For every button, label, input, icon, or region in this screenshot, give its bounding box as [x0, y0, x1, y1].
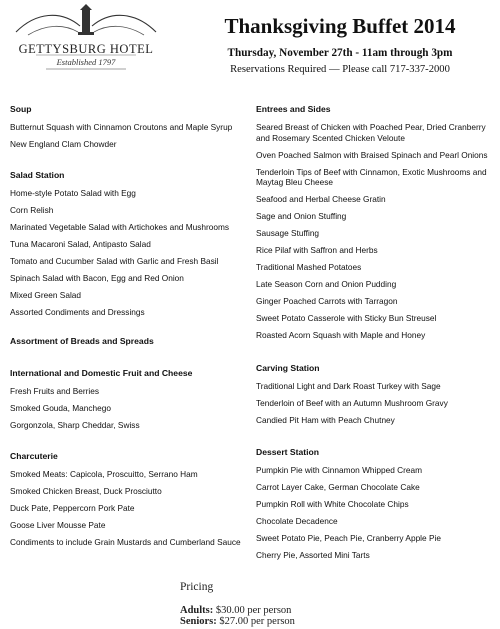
- menu-item: Tenderloin Tips of Beef with Cinnamon, Exotic Mushrooms and Maytag Bleu Cheese: [256, 166, 487, 187]
- pricing-block: [180, 580, 295, 627]
- menu-item: Fresh Fruits and Berries: [10, 386, 99, 396]
- menu-item: Traditional Mashed Potatoes: [256, 262, 362, 272]
- menu-item: Tenderloin of Beef with an Autumn Mushroom Gravy: [256, 397, 448, 408]
- event-date: Thursday, November 27th - 11am through 3pm: [227, 47, 453, 59]
- section-title: Assortment of Breads and Spreads: [10, 336, 154, 346]
- menu-item: Seafood and Herbal Cheese Gratin: [256, 194, 386, 204]
- menu-column-left: [10, 104, 250, 547]
- menu-item: Sage and Onion Stuffing: [256, 211, 347, 221]
- menu-section: [10, 104, 250, 150]
- section-title: Soup: [10, 104, 32, 114]
- menu-section: [10, 368, 250, 431]
- seniors-label: Seniors:: [180, 616, 217, 627]
- section-title: International and Domestic Fruit and Cheese: [10, 368, 193, 378]
- menu-item: Pumpkin Pie with Cinnamon Whipped Cream: [256, 465, 423, 475]
- seniors-price: $27.00 per person: [219, 616, 295, 627]
- menu-item: Pumpkin Roll with White Chocolate Chips: [256, 499, 409, 509]
- menu-section: [10, 451, 250, 548]
- menu-item: Spinach Salad with Bacon, Egg and Red Onion: [10, 272, 184, 283]
- menu-section: [10, 336, 250, 347]
- menu-item: Ginger Poached Carrots with Tarragon: [256, 296, 398, 306]
- menu-item: Late Season Corn and Onion Pudding: [256, 279, 397, 289]
- menu-item: Sweet Potato Pie, Peach Pie, Cranberry Apple Pie: [256, 533, 441, 543]
- hotel-name: GETTYSBURG HOTEL: [18, 42, 154, 56]
- menu-item: New England Clam Chowder: [10, 139, 117, 149]
- menu-item: Mixed Green Salad: [10, 289, 82, 300]
- menu-item: Carrot Layer Cake, German Chocolate Cake: [256, 482, 420, 492]
- menu-item: Rice Pilaf with Saffron and Herbs: [256, 245, 378, 255]
- menu-item: Sweet Potato Casserole with Sticky Bun Streusel: [256, 313, 437, 323]
- menu-item: Assorted Condiments and Dressings: [10, 306, 145, 317]
- price-adults: [180, 605, 295, 616]
- page-title: Thanksgiving Buffet 2014: [224, 14, 456, 38]
- menu-item: Corn Relish: [10, 204, 54, 215]
- section-title: Entrees and Sides: [256, 104, 331, 114]
- menu-item: Tomato and Cucumber Salad with Garlic and Fresh Basil: [10, 255, 219, 266]
- menu-item: Roasted Acorn Squash with Maple and Honey: [256, 330, 426, 340]
- menu-item: Smoked Chicken Breast, Duck Prosciutto: [10, 485, 162, 496]
- menu-item: Duck Pate, Peppercorn Pork Pate: [10, 502, 135, 513]
- menu-item: Condiments to include Grain Mustards and Cumberland Sauce: [10, 536, 241, 547]
- adults-label: Adults:: [180, 605, 214, 616]
- menu-item: Home-style Potato Salad with Egg: [10, 187, 136, 198]
- menu-section: [256, 447, 496, 561]
- section-title: Salad Station: [10, 169, 65, 180]
- menu-column-right: [256, 104, 496, 561]
- section-title: Dessert Station: [256, 447, 320, 457]
- hotel-logo: [6, 2, 166, 74]
- menu-item: Marinated Vegetable Salad with Artichokes and Mushrooms: [10, 221, 230, 232]
- menu-section: [10, 170, 250, 318]
- adults-price: $30.00 per person: [215, 605, 292, 616]
- menu-item: Chocolate Decadence: [256, 516, 338, 526]
- menu-section: [256, 363, 496, 426]
- section-title: Charcuterie: [10, 450, 58, 461]
- menu-section: [256, 104, 496, 341]
- menu-item: Smoked Gouda, Manchego: [10, 403, 112, 413]
- menu-header: [185, 14, 495, 77]
- menu-item: Goose Liver Mousse Pate: [10, 519, 106, 530]
- menu-item: Gorgonzola, Sharp Cheddar, Swiss: [10, 420, 140, 430]
- hotel-established: Established 1797: [56, 57, 116, 67]
- menu-item: Butternut Squash with Cinnamon Croutons and Maple Syrup: [10, 122, 233, 132]
- section-title: Carving Station: [256, 362, 320, 373]
- menu-item: Sausage Stuffing: [256, 228, 320, 238]
- reservation-note: Reservations Required — Please call 717-337-2000: [230, 64, 450, 75]
- menu-item: Seared Breast of Chicken with Poached Pear, Dried Cranberry and Rosemary Scented Chicken Veloute: [256, 122, 486, 143]
- pricing-title: Pricing: [180, 581, 214, 593]
- price-seniors: [180, 616, 295, 627]
- menu-item: Oven Poached Salmon with Braised Spinach and Pearl Onions: [256, 149, 488, 160]
- menu-item: Smoked Meats: Capicola, Proscuitto, Serrano Ham: [10, 468, 198, 479]
- menu-item: Traditional Light and Dark Roast Turkey with Sage: [256, 380, 441, 391]
- menu-item: Candied Pit Ham with Peach Chutney: [256, 414, 395, 425]
- menu-item: Cherry Pie, Assorted Mini Tarts: [256, 550, 370, 560]
- menu-item: Tuna Macaroni Salad, Antipasto Salad: [10, 238, 151, 249]
